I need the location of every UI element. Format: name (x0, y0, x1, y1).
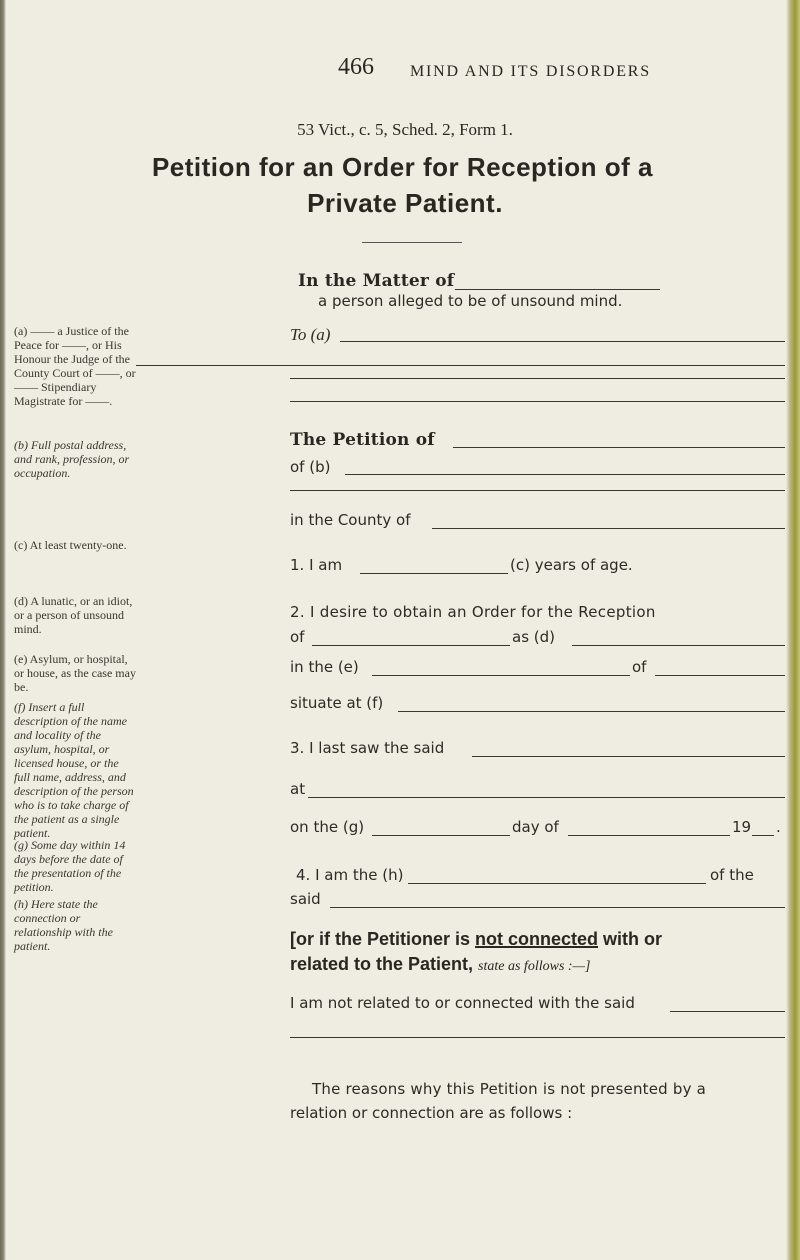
of-b-label: of (b) (290, 458, 331, 476)
of-the-label: of the (710, 866, 754, 884)
not-connected-emphasis: not connected (475, 929, 599, 949)
title-separator (362, 242, 462, 243)
margin-note-g-text: (g) Some day within 14 days before the date of the presentation of the petition. (14, 838, 126, 894)
of-b-blank (345, 474, 785, 475)
said-label: said (290, 890, 321, 908)
reasons-line1: The reasons why this Petition is not presented by a (312, 1080, 707, 1098)
margin-note-f-text: (f) Insert a full description of the name and locality of the asylum, hospital, or licensed house, or the full name, address, and description of the person who is to take charge of the patient as a single patient. (14, 700, 134, 840)
on-the-label: on the (g) (290, 818, 365, 836)
item2-of2-label: of (632, 658, 647, 676)
year-end: . (776, 818, 781, 836)
item4-blank (408, 883, 706, 884)
form-title-line1: Petition for an Order for Reception of a (151, 152, 654, 182)
year-prefix: 19 (732, 818, 752, 836)
page-number: 466 (338, 54, 374, 80)
not-connected-heading (290, 929, 662, 950)
margin-note-h (14, 897, 136, 953)
running-title: MIND AND ITS DISORDERS (410, 63, 651, 80)
at-blank (308, 797, 785, 798)
margin-note-c: (c) At least twenty-one. (14, 538, 127, 552)
item2-as-blank (572, 645, 785, 646)
item4-label: 4. I am the (h) (296, 866, 404, 884)
not-connected-line2 (290, 954, 590, 975)
margin-note-e: (e) Asylum, or hospital, or house, as the case may be. (14, 652, 136, 694)
not-related-statement: I am not related to or connected with the said (290, 994, 635, 1012)
item3-blank (472, 756, 785, 757)
item2-of-blank (312, 645, 510, 646)
item2-line1: 2. I desire to obtain an Order for the Reception (290, 603, 656, 621)
matter-heading: In the Matter of (298, 271, 455, 291)
not-connected-line2-bold: related to the Patient, (290, 954, 479, 974)
form-title-line2: Private Patient. (307, 188, 503, 218)
day-of-label: day of (512, 818, 559, 836)
item2-in-the-blank (372, 675, 630, 676)
item1-suffix: (c) years of age. (510, 556, 633, 574)
situate-label: situate at (f) (290, 694, 384, 712)
to-blank-line4 (290, 401, 785, 402)
item2-in-the-label: in the (e) (290, 658, 359, 676)
not-connected-part1: [or if the Petitioner is (290, 929, 476, 949)
not-related-blank2 (290, 1037, 785, 1038)
to-blank-line3 (290, 378, 785, 379)
item1-label: 1. I am (290, 556, 343, 574)
not-related-blank (670, 1011, 785, 1012)
of-b-blank2 (290, 490, 785, 491)
county-blank (432, 528, 785, 529)
margin-note-d: (d) A lunatic, or an idiot, or a person of unsound mind. (14, 594, 133, 636)
to-blank-line1 (340, 341, 785, 342)
on-the-blank (372, 835, 510, 836)
said-blank (330, 907, 785, 908)
petition-heading: The Petition of (290, 430, 435, 450)
margin-note-g (14, 838, 136, 894)
not-connected-line2-italic: state as follows :—] (478, 959, 591, 974)
reasons-line2: relation or connection are as follows : (290, 1104, 573, 1122)
at-label: at (290, 780, 306, 798)
item2-of2-blank (655, 675, 785, 676)
not-connected-part2: with or (598, 929, 663, 949)
day-of-blank (568, 835, 730, 836)
margin-note-b-text: (b) Full postal address, and rank, profession, or occupation. (14, 438, 130, 480)
to-blank-line2 (136, 365, 785, 366)
petition-blank (453, 447, 785, 448)
year-blank (752, 835, 774, 836)
margin-note-h-text: (h) Here state the connection or relationship with the patient. (14, 897, 113, 953)
margin-note-a: (a) —— a Justice of the Peace for ——, or His Honour the Judge of the County Court of ——, or —— Stipendiary Magistrate for ——. (14, 324, 136, 408)
margin-note-b (14, 438, 136, 480)
matter-blank (455, 289, 660, 290)
matter-subtitle: a person alleged to be of unsound mind. (318, 292, 623, 310)
situate-blank (398, 711, 785, 712)
margin-note-f (14, 700, 136, 840)
county-label: in the County of (290, 511, 411, 529)
item3-label: 3. I last saw the said (290, 739, 445, 757)
act-reference: 53 Vict., c. 5, Sched. 2, Form 1. (297, 120, 513, 139)
item2-of-label: of (290, 628, 305, 646)
item2-as-label: as (d) (512, 628, 556, 646)
to-label: To (a) (290, 325, 331, 344)
item1-blank (360, 573, 508, 574)
